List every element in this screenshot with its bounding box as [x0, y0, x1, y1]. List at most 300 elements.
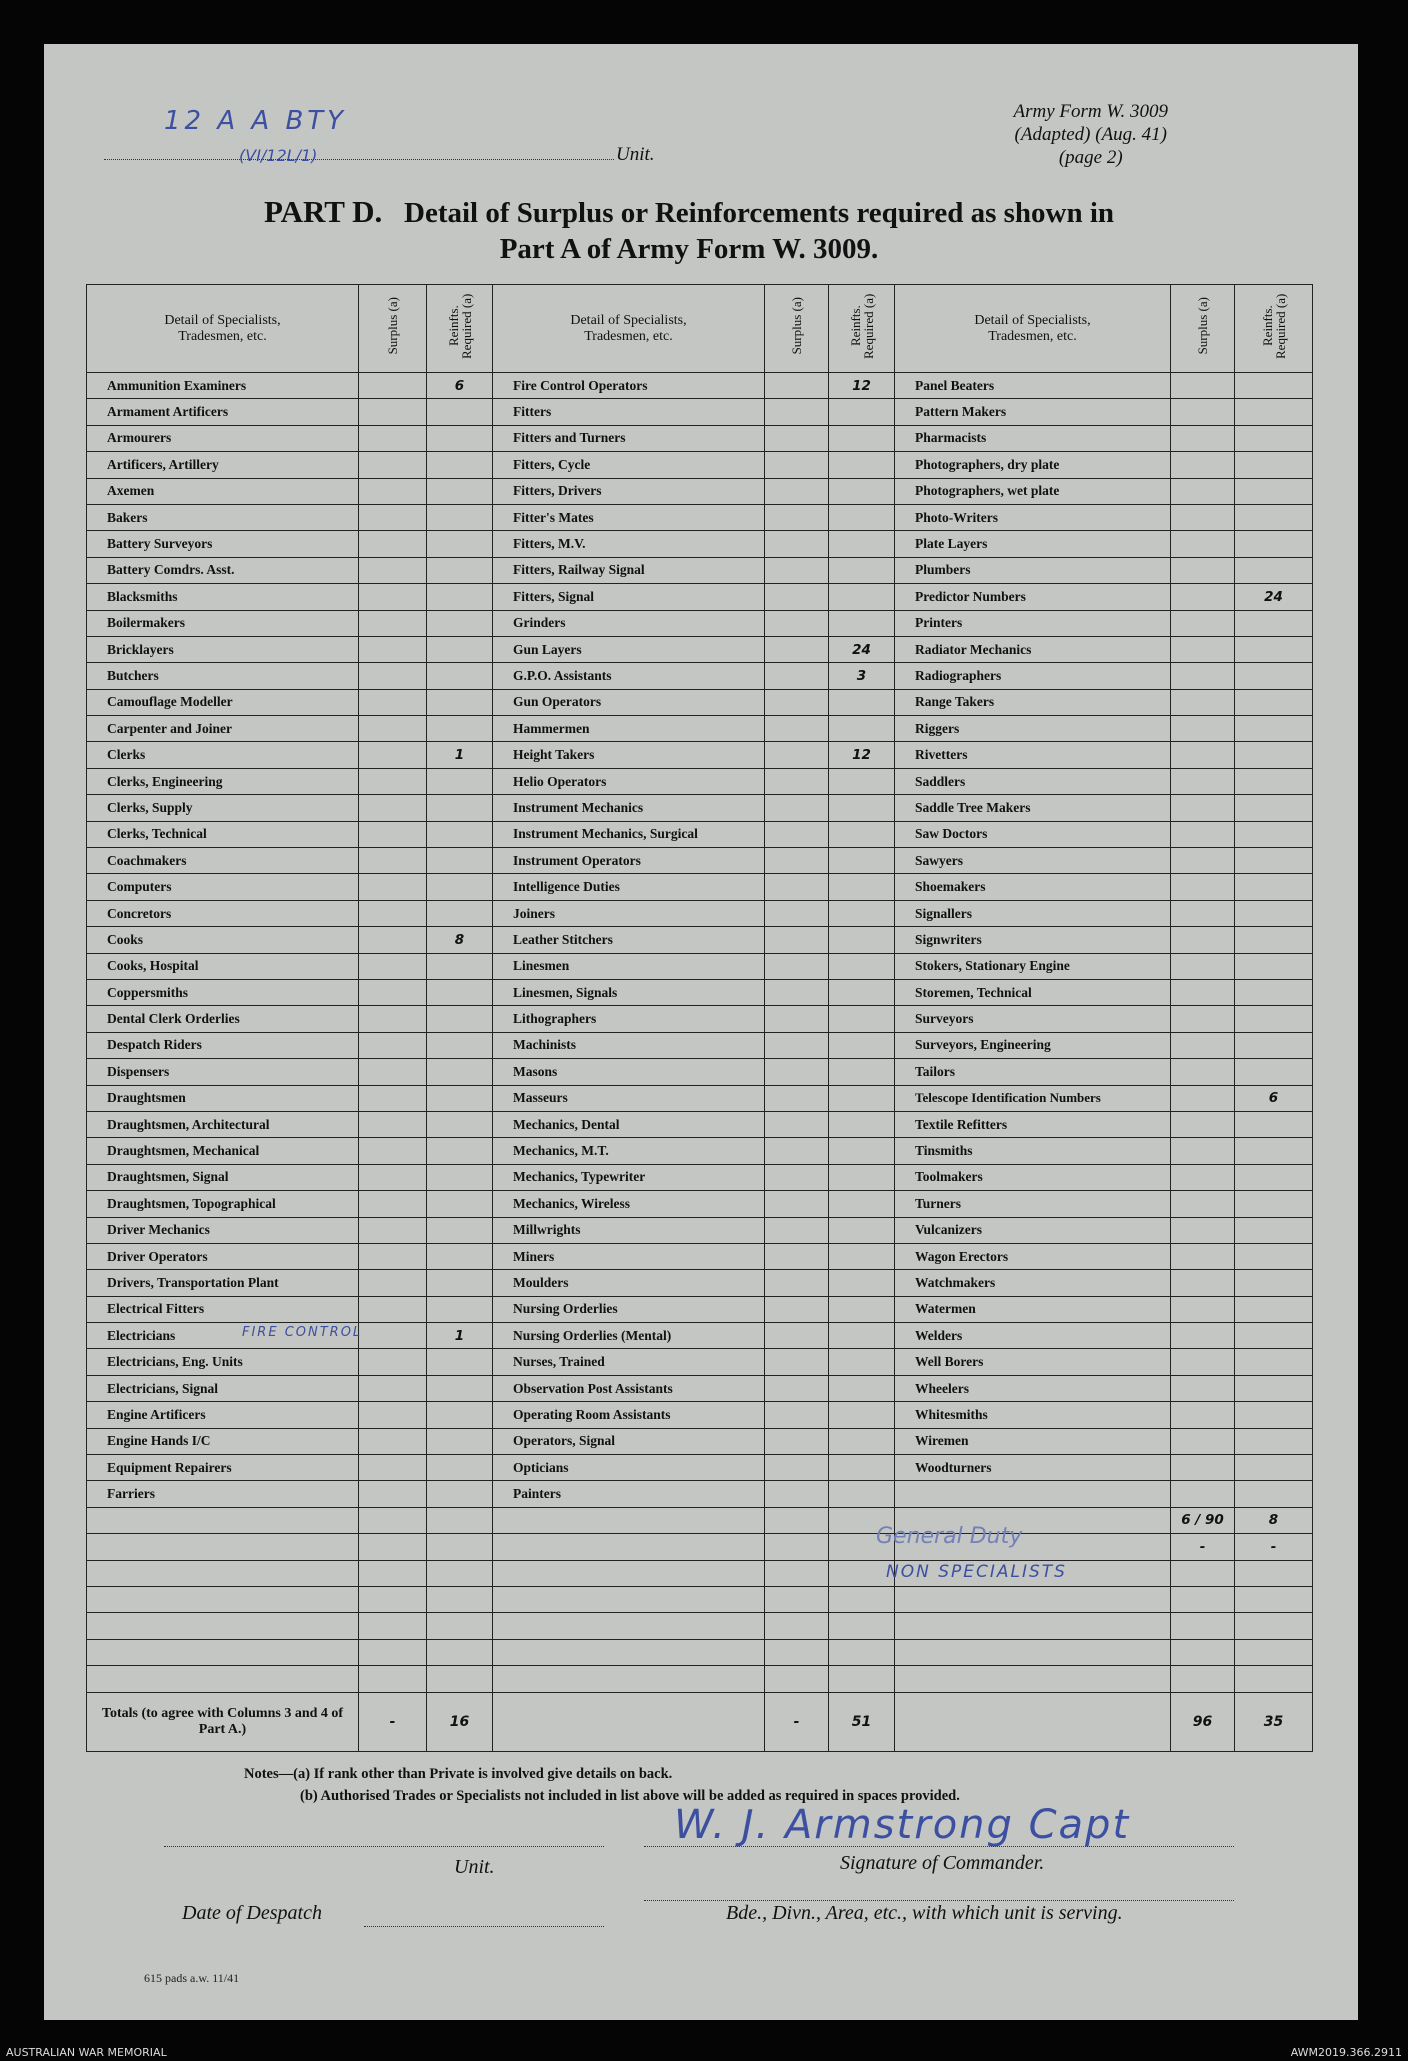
reinfts-cell[interactable]	[1235, 1613, 1313, 1639]
surplus-cell[interactable]	[359, 557, 427, 583]
surplus-cell[interactable]	[765, 504, 829, 530]
blank-trade-cell[interactable]	[87, 1666, 359, 1692]
reinfts-cell[interactable]	[1235, 399, 1313, 425]
reinfts-cell[interactable]	[427, 1296, 493, 1322]
reinfts-cell[interactable]	[427, 848, 493, 874]
surplus-cell[interactable]	[359, 1138, 427, 1164]
reinfts-cell[interactable]	[1235, 1323, 1313, 1349]
reinfts-cell[interactable]	[427, 1032, 493, 1058]
reinfts-cell[interactable]	[1235, 1243, 1313, 1269]
surplus-cell[interactable]	[359, 1375, 427, 1401]
blank-trade-cell[interactable]	[493, 1613, 765, 1639]
reinfts-cell[interactable]	[1235, 821, 1313, 847]
reinfts-cell[interactable]	[829, 768, 895, 794]
surplus-cell[interactable]	[1171, 848, 1235, 874]
reinfts-cell[interactable]	[829, 1428, 895, 1454]
reinfts-cell[interactable]	[427, 1243, 493, 1269]
reinfts-cell[interactable]	[829, 979, 895, 1005]
reinfts-cell[interactable]	[427, 636, 493, 662]
surplus-cell[interactable]	[359, 874, 427, 900]
surplus-cell[interactable]	[1171, 1349, 1235, 1375]
reinfts-cell[interactable]	[427, 663, 493, 689]
surplus-cell[interactable]	[765, 1059, 829, 1085]
surplus-cell[interactable]	[1171, 1085, 1235, 1111]
surplus-cell[interactable]	[765, 1085, 829, 1111]
surplus-cell[interactable]	[765, 663, 829, 689]
reinfts-cell[interactable]	[1235, 716, 1313, 742]
surplus-cell[interactable]	[359, 1428, 427, 1454]
surplus-cell[interactable]	[359, 663, 427, 689]
reinfts-cell[interactable]	[829, 1402, 895, 1428]
surplus-cell[interactable]	[765, 1296, 829, 1322]
surplus-cell[interactable]	[359, 1639, 427, 1665]
reinfts-cell[interactable]	[427, 584, 493, 610]
reinfts-cell[interactable]	[829, 1085, 895, 1111]
reinfts-cell[interactable]	[1235, 1217, 1313, 1243]
reinfts-cell[interactable]	[829, 452, 895, 478]
surplus-cell[interactable]	[359, 1270, 427, 1296]
surplus-cell[interactable]	[765, 1560, 829, 1586]
reinfts-cell[interactable]: 1	[427, 742, 493, 768]
reinfts-cell[interactable]	[829, 1323, 895, 1349]
reinfts-cell[interactable]	[1235, 1428, 1313, 1454]
surplus-cell[interactable]	[1171, 742, 1235, 768]
reinfts-cell[interactable]: -	[1235, 1534, 1313, 1560]
surplus-cell[interactable]	[1171, 504, 1235, 530]
reinfts-cell[interactable]	[427, 478, 493, 504]
surplus-cell[interactable]	[1171, 1191, 1235, 1217]
blank-trade-cell[interactable]	[493, 1586, 765, 1612]
surplus-cell[interactable]	[359, 1059, 427, 1085]
surplus-cell[interactable]	[765, 452, 829, 478]
surplus-cell[interactable]	[1171, 768, 1235, 794]
reinfts-cell[interactable]	[829, 1164, 895, 1190]
reinfts-cell[interactable]	[829, 1613, 895, 1639]
surplus-cell[interactable]	[1171, 1164, 1235, 1190]
surplus-cell[interactable]	[765, 1613, 829, 1639]
reinfts-cell[interactable]	[427, 821, 493, 847]
surplus-cell[interactable]	[359, 1586, 427, 1612]
reinfts-cell[interactable]	[829, 848, 895, 874]
reinfts-cell[interactable]	[829, 1059, 895, 1085]
surplus-cell[interactable]	[765, 1138, 829, 1164]
surplus-cell[interactable]	[359, 584, 427, 610]
surplus-cell[interactable]	[1171, 927, 1235, 953]
reinfts-cell[interactable]	[1235, 795, 1313, 821]
reinfts-cell[interactable]	[427, 1006, 493, 1032]
surplus-cell[interactable]	[1171, 610, 1235, 636]
blank-trade-cell[interactable]	[87, 1586, 359, 1612]
surplus-cell[interactable]	[359, 1613, 427, 1639]
surplus-cell[interactable]	[1171, 953, 1235, 979]
reinfts-cell[interactable]	[1235, 1164, 1313, 1190]
surplus-cell[interactable]	[765, 610, 829, 636]
surplus-cell[interactable]	[1171, 1270, 1235, 1296]
reinfts-cell[interactable]	[1235, 742, 1313, 768]
surplus-cell[interactable]	[359, 478, 427, 504]
blank-trade-cell[interactable]	[493, 1507, 765, 1533]
surplus-cell[interactable]	[359, 900, 427, 926]
surplus-cell[interactable]	[765, 716, 829, 742]
surplus-cell[interactable]: -	[1171, 1534, 1235, 1560]
surplus-cell[interactable]	[765, 1455, 829, 1481]
surplus-cell[interactable]	[765, 1323, 829, 1349]
surplus-cell[interactable]	[765, 1270, 829, 1296]
reinfts-cell[interactable]	[427, 1586, 493, 1612]
surplus-cell[interactable]	[1171, 1586, 1235, 1612]
reinfts-cell[interactable]: 3	[829, 663, 895, 689]
surplus-cell[interactable]	[1171, 1032, 1235, 1058]
reinfts-cell[interactable]	[427, 900, 493, 926]
total-c2-surplus[interactable]: -	[765, 1692, 829, 1751]
surplus-cell[interactable]	[765, 1639, 829, 1665]
surplus-cell[interactable]	[1171, 1560, 1235, 1586]
reinfts-cell[interactable]	[1235, 848, 1313, 874]
surplus-cell[interactable]	[1171, 1243, 1235, 1269]
surplus-cell[interactable]	[359, 373, 427, 399]
signature-field[interactable]	[644, 1844, 1234, 1847]
reinfts-cell[interactable]	[1235, 373, 1313, 399]
reinfts-cell[interactable]	[829, 1243, 895, 1269]
reinfts-cell[interactable]	[1235, 874, 1313, 900]
reinfts-cell[interactable]	[829, 1375, 895, 1401]
reinfts-cell[interactable]	[427, 425, 493, 451]
reinfts-cell[interactable]	[427, 716, 493, 742]
reinfts-cell[interactable]	[829, 610, 895, 636]
reinfts-cell[interactable]	[829, 478, 895, 504]
reinfts-cell[interactable]	[829, 1639, 895, 1665]
reinfts-cell[interactable]	[829, 1481, 895, 1507]
surplus-cell[interactable]	[765, 478, 829, 504]
reinfts-cell[interactable]	[427, 399, 493, 425]
reinfts-cell[interactable]	[427, 1455, 493, 1481]
reinfts-cell[interactable]	[427, 452, 493, 478]
reinfts-cell[interactable]: 8	[427, 927, 493, 953]
blank-trade-cell[interactable]	[87, 1613, 359, 1639]
surplus-cell[interactable]	[359, 1402, 427, 1428]
reinfts-cell[interactable]	[427, 768, 493, 794]
reinfts-cell[interactable]	[427, 1534, 493, 1560]
blank-trade-cell[interactable]	[895, 1639, 1171, 1665]
surplus-cell[interactable]	[1171, 900, 1235, 926]
reinfts-cell[interactable]	[829, 927, 895, 953]
surplus-cell[interactable]	[359, 1296, 427, 1322]
surplus-cell[interactable]	[765, 1217, 829, 1243]
reinfts-cell[interactable]	[829, 584, 895, 610]
surplus-cell[interactable]	[359, 1164, 427, 1190]
reinfts-cell[interactable]	[1235, 1639, 1313, 1665]
surplus-cell[interactable]	[765, 1164, 829, 1190]
reinfts-cell[interactable]	[829, 1191, 895, 1217]
total-c3-surplus[interactable]: 96	[1171, 1692, 1235, 1751]
surplus-cell[interactable]	[765, 953, 829, 979]
reinfts-cell[interactable]	[1235, 557, 1313, 583]
surplus-cell[interactable]	[765, 1032, 829, 1058]
surplus-cell[interactable]	[765, 1006, 829, 1032]
reinfts-cell[interactable]	[427, 1481, 493, 1507]
reinfts-cell[interactable]	[427, 979, 493, 1005]
surplus-cell[interactable]	[765, 1375, 829, 1401]
surplus-cell[interactable]	[765, 425, 829, 451]
surplus-cell[interactable]	[1171, 1006, 1235, 1032]
reinfts-cell[interactable]	[1235, 1481, 1313, 1507]
surplus-cell[interactable]	[765, 742, 829, 768]
reinfts-cell[interactable]	[1235, 953, 1313, 979]
surplus-cell[interactable]: 6 / 90	[1171, 1507, 1235, 1533]
reinfts-cell[interactable]	[427, 1666, 493, 1692]
surplus-cell[interactable]	[765, 1481, 829, 1507]
reinfts-cell[interactable]	[829, 1586, 895, 1612]
reinfts-cell[interactable]	[427, 689, 493, 715]
reinfts-cell[interactable]	[829, 1217, 895, 1243]
surplus-cell[interactable]	[359, 742, 427, 768]
surplus-cell[interactable]	[359, 1560, 427, 1586]
reinfts-cell[interactable]	[829, 900, 895, 926]
reinfts-cell[interactable]	[1235, 1296, 1313, 1322]
reinfts-cell[interactable]	[829, 425, 895, 451]
surplus-cell[interactable]	[359, 768, 427, 794]
reinfts-cell[interactable]	[829, 1666, 895, 1692]
surplus-cell[interactable]	[1171, 1613, 1235, 1639]
surplus-cell[interactable]	[359, 689, 427, 715]
surplus-cell[interactable]	[1171, 689, 1235, 715]
reinfts-cell[interactable]	[427, 1111, 493, 1137]
surplus-cell[interactable]	[1171, 584, 1235, 610]
surplus-cell[interactable]	[359, 953, 427, 979]
surplus-cell[interactable]	[1171, 399, 1235, 425]
surplus-cell[interactable]	[1171, 874, 1235, 900]
reinfts-cell[interactable]	[829, 795, 895, 821]
blank-trade-cell[interactable]	[895, 1613, 1171, 1639]
date-of-despatch-field[interactable]	[364, 1924, 604, 1927]
surplus-cell[interactable]	[359, 1455, 427, 1481]
surplus-cell[interactable]	[765, 821, 829, 847]
reinfts-cell[interactable]: 1	[427, 1323, 493, 1349]
reinfts-cell[interactable]: 24	[1235, 584, 1313, 610]
blank-trade-cell[interactable]	[87, 1639, 359, 1665]
surplus-cell[interactable]	[1171, 821, 1235, 847]
surplus-cell[interactable]	[765, 874, 829, 900]
blank-trade-cell[interactable]	[493, 1534, 765, 1560]
reinfts-cell[interactable]	[1235, 425, 1313, 451]
surplus-cell[interactable]	[1171, 1402, 1235, 1428]
surplus-cell[interactable]	[765, 1402, 829, 1428]
surplus-cell[interactable]	[1171, 795, 1235, 821]
surplus-cell[interactable]	[1171, 716, 1235, 742]
reinfts-cell[interactable]	[427, 610, 493, 636]
surplus-cell[interactable]	[1171, 1666, 1235, 1692]
surplus-cell[interactable]	[359, 1507, 427, 1533]
reinfts-cell[interactable]	[829, 399, 895, 425]
reinfts-cell[interactable]	[1235, 1666, 1313, 1692]
surplus-cell[interactable]	[359, 1032, 427, 1058]
surplus-cell[interactable]	[359, 979, 427, 1005]
surplus-cell[interactable]	[1171, 1059, 1235, 1085]
blank-trade-cell[interactable]	[493, 1666, 765, 1692]
total-c1-reinfts[interactable]: 16	[427, 1692, 493, 1751]
reinfts-cell[interactable]	[1235, 768, 1313, 794]
surplus-cell[interactable]	[359, 1006, 427, 1032]
surplus-cell[interactable]	[359, 795, 427, 821]
surplus-cell[interactable]	[359, 531, 427, 557]
reinfts-cell[interactable]	[829, 1006, 895, 1032]
surplus-cell[interactable]	[765, 1111, 829, 1137]
surplus-cell[interactable]	[359, 636, 427, 662]
unit-field-bottom[interactable]	[164, 1844, 604, 1847]
reinfts-cell[interactable]: 12	[829, 373, 895, 399]
reinfts-cell[interactable]	[427, 1270, 493, 1296]
reinfts-cell[interactable]	[427, 1138, 493, 1164]
reinfts-cell[interactable]: 24	[829, 636, 895, 662]
reinfts-cell[interactable]	[427, 504, 493, 530]
surplus-cell[interactable]	[359, 1323, 427, 1349]
surplus-cell[interactable]	[765, 795, 829, 821]
surplus-cell[interactable]	[359, 1111, 427, 1137]
surplus-cell[interactable]	[359, 716, 427, 742]
reinfts-cell[interactable]	[829, 1560, 895, 1586]
surplus-cell[interactable]	[1171, 979, 1235, 1005]
surplus-cell[interactable]	[765, 979, 829, 1005]
reinfts-cell[interactable]	[1235, 1059, 1313, 1085]
surplus-cell[interactable]	[765, 1534, 829, 1560]
reinfts-cell[interactable]	[427, 557, 493, 583]
reinfts-cell[interactable]	[1235, 478, 1313, 504]
surplus-cell[interactable]	[359, 425, 427, 451]
surplus-cell[interactable]	[765, 557, 829, 583]
reinfts-cell[interactable]	[1235, 1375, 1313, 1401]
reinfts-cell[interactable]	[427, 795, 493, 821]
reinfts-cell[interactable]	[427, 1639, 493, 1665]
reinfts-cell[interactable]	[427, 1507, 493, 1533]
reinfts-cell[interactable]	[829, 716, 895, 742]
reinfts-cell[interactable]	[427, 1059, 493, 1085]
surplus-cell[interactable]	[1171, 1111, 1235, 1137]
surplus-cell[interactable]	[1171, 1217, 1235, 1243]
surplus-cell[interactable]	[359, 1481, 427, 1507]
surplus-cell[interactable]	[359, 610, 427, 636]
reinfts-cell[interactable]	[427, 1191, 493, 1217]
reinfts-cell[interactable]	[829, 504, 895, 530]
reinfts-cell[interactable]	[1235, 504, 1313, 530]
reinfts-cell[interactable]	[1235, 1111, 1313, 1137]
surplus-cell[interactable]	[765, 1666, 829, 1692]
reinfts-cell[interactable]	[1235, 689, 1313, 715]
blank-trade-cell[interactable]	[87, 1560, 359, 1586]
surplus-cell[interactable]	[765, 1507, 829, 1533]
reinfts-cell[interactable]	[1235, 1586, 1313, 1612]
surplus-cell[interactable]	[1171, 663, 1235, 689]
reinfts-cell[interactable]	[829, 689, 895, 715]
reinfts-cell[interactable]	[829, 1349, 895, 1375]
reinfts-cell[interactable]	[829, 557, 895, 583]
surplus-cell[interactable]	[1171, 1138, 1235, 1164]
surplus-cell[interactable]	[359, 1349, 427, 1375]
surplus-cell[interactable]	[359, 399, 427, 425]
reinfts-cell[interactable]	[829, 953, 895, 979]
surplus-cell[interactable]	[1171, 531, 1235, 557]
surplus-cell[interactable]	[1171, 1375, 1235, 1401]
surplus-cell[interactable]	[765, 399, 829, 425]
surplus-cell[interactable]	[765, 927, 829, 953]
surplus-cell[interactable]	[1171, 1296, 1235, 1322]
reinfts-cell[interactable]: 8	[1235, 1507, 1313, 1533]
surplus-cell[interactable]	[765, 689, 829, 715]
blank-trade-cell[interactable]	[87, 1507, 359, 1533]
reinfts-cell[interactable]	[1235, 927, 1313, 953]
surplus-cell[interactable]	[359, 504, 427, 530]
surplus-cell[interactable]	[1171, 1323, 1235, 1349]
reinfts-cell[interactable]	[1235, 1402, 1313, 1428]
reinfts-cell[interactable]	[1235, 900, 1313, 926]
reinfts-cell[interactable]	[829, 1032, 895, 1058]
blank-trade-cell[interactable]	[87, 1534, 359, 1560]
blank-trade-cell[interactable]	[895, 1666, 1171, 1692]
surplus-cell[interactable]	[1171, 1428, 1235, 1454]
surplus-cell[interactable]	[765, 1586, 829, 1612]
surplus-cell[interactable]	[765, 768, 829, 794]
surplus-cell[interactable]	[1171, 1639, 1235, 1665]
unit-field-top[interactable]	[104, 139, 614, 160]
reinfts-cell[interactable]	[427, 1164, 493, 1190]
surplus-cell[interactable]	[359, 452, 427, 478]
reinfts-cell[interactable]	[427, 1375, 493, 1401]
reinfts-cell[interactable]	[829, 1455, 895, 1481]
surplus-cell[interactable]	[1171, 452, 1235, 478]
surplus-cell[interactable]	[1171, 373, 1235, 399]
reinfts-cell[interactable]	[829, 531, 895, 557]
surplus-cell[interactable]	[1171, 1481, 1235, 1507]
surplus-cell[interactable]	[359, 1191, 427, 1217]
total-c2-reinfts[interactable]: 51	[829, 1692, 895, 1751]
reinfts-cell[interactable]	[427, 1560, 493, 1586]
reinfts-cell[interactable]	[1235, 452, 1313, 478]
surplus-cell[interactable]	[765, 1191, 829, 1217]
surplus-cell[interactable]	[1171, 636, 1235, 662]
surplus-cell[interactable]	[359, 848, 427, 874]
reinfts-cell[interactable]	[1235, 1455, 1313, 1481]
blank-trade-cell[interactable]	[493, 1639, 765, 1665]
surplus-cell[interactable]	[765, 1349, 829, 1375]
reinfts-cell[interactable]	[427, 531, 493, 557]
surplus-cell[interactable]	[765, 584, 829, 610]
reinfts-cell[interactable]	[1235, 979, 1313, 1005]
reinfts-cell[interactable]	[1235, 610, 1313, 636]
reinfts-cell[interactable]: 12	[829, 742, 895, 768]
surplus-cell[interactable]	[1171, 1455, 1235, 1481]
surplus-cell[interactable]	[359, 927, 427, 953]
surplus-cell[interactable]	[359, 1085, 427, 1111]
surplus-cell[interactable]	[765, 848, 829, 874]
reinfts-cell[interactable]	[427, 953, 493, 979]
reinfts-cell[interactable]	[829, 1111, 895, 1137]
reinfts-cell[interactable]	[1235, 663, 1313, 689]
surplus-cell[interactable]	[765, 531, 829, 557]
reinfts-cell[interactable]	[829, 874, 895, 900]
reinfts-cell[interactable]	[427, 1085, 493, 1111]
surplus-cell[interactable]	[765, 1243, 829, 1269]
reinfts-cell[interactable]	[1235, 1032, 1313, 1058]
surplus-cell[interactable]	[359, 1243, 427, 1269]
surplus-cell[interactable]	[765, 373, 829, 399]
reinfts-cell[interactable]	[1235, 1349, 1313, 1375]
surplus-cell[interactable]	[1171, 425, 1235, 451]
surplus-cell[interactable]	[359, 1666, 427, 1692]
blank-trade-cell[interactable]	[493, 1560, 765, 1586]
surplus-cell[interactable]	[765, 900, 829, 926]
surplus-cell[interactable]	[765, 1428, 829, 1454]
reinfts-cell[interactable]	[427, 874, 493, 900]
surplus-cell[interactable]	[359, 1534, 427, 1560]
